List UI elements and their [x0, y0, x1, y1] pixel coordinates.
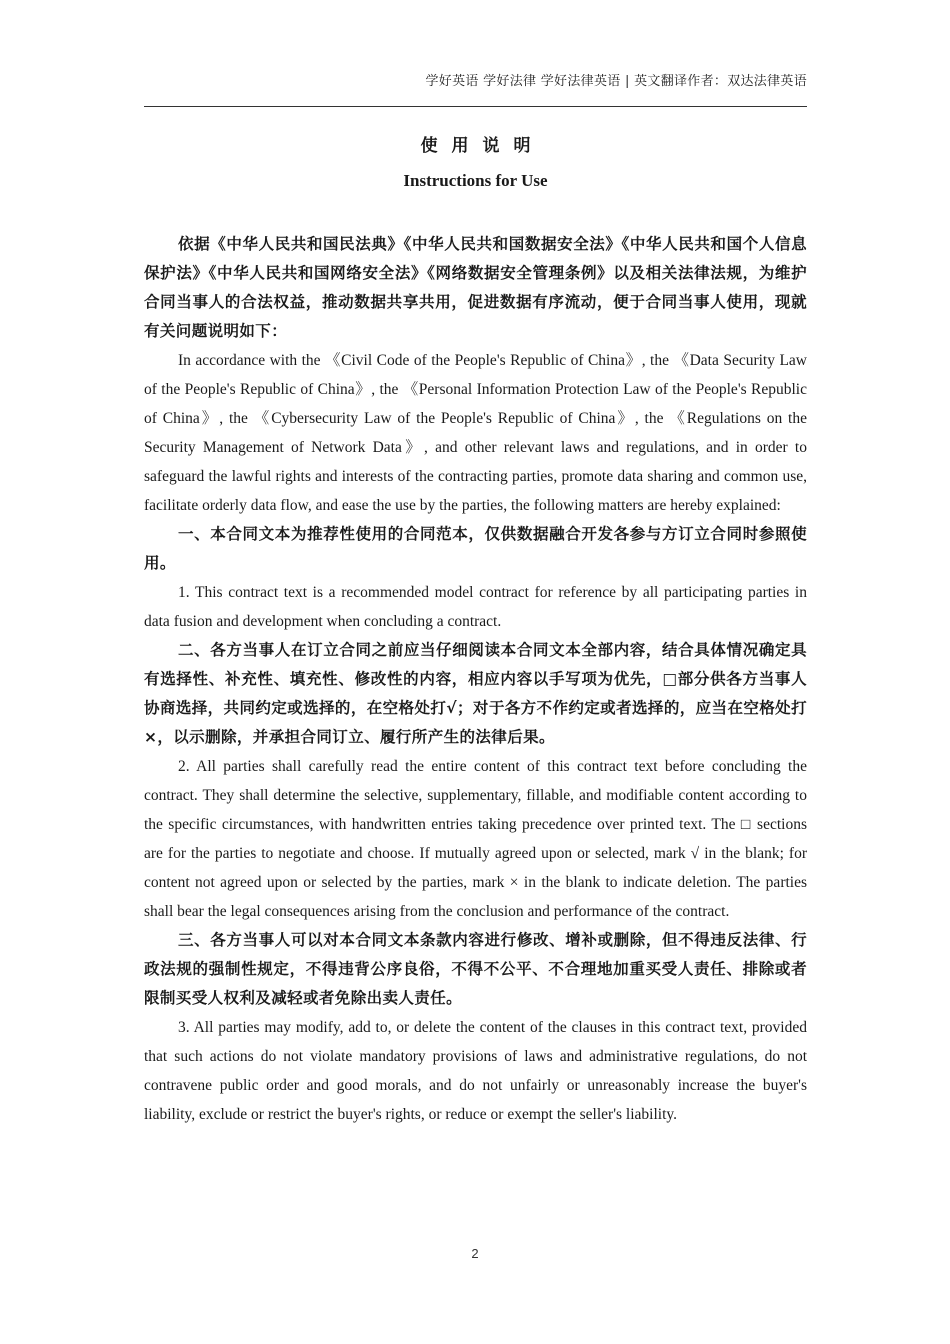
header-divider — [144, 106, 807, 107]
intro-paragraph-cn: 依据《中华人民共和国民法典》《中华人民共和国数据安全法》《中华人民共和国个人信息保护法》《中华人民共和国网络安全法》《网络数据安全管理条例》以及相关法律法规，为维护合同当事人的合法权益，推动数据共享共用，促进数据有序流动，便于合同当事人使用，现就有关问题说明如下： — [144, 235, 807, 340]
item-1-en: 1. This contract text is a recommended model contract for reference by all participating parties in data fusion and development when concluding a contract. — [144, 584, 807, 630]
item-2-cn: 二、各方当事人在订立合同之前应当仔细阅读本合同文本全部内容，结合具体情况确定具有选择性、补充性、填充性、修改性的内容，相应内容以手写项为优先，□部分供各方当事人协商选择，共同约定或选择的，在空格处打√；对于各方不作约定或者选择的，应当在空格处打×，以示删除，并承担合同订立、履行所产生的法律后果。 — [144, 641, 807, 746]
item-2-en: 2. All parties shall carefully read the entire content of this contract text before concluding the contract. They shall determine the selective, supplementary, fillable, and modifiable content according to the specific circumstances, with handwritten entries taking precedence over printed text. The □ sections are for the parties to negotiate and choose. If mutually agreed upon or selected, mark √ in the blank; for content not agreed upon or selected by the parties, mark × in the blank to indicate deletion. The parties shall bear the legal consequences arising from the conclusion and performance of the contract. — [144, 758, 807, 920]
item-1-cn: 一、本合同文本为推荐性使用的合同范本，仅供数据融合开发各参与方订立合同时参照使用。 — [144, 525, 807, 572]
running-header: 学好英语 学好法律 学好法律英语 | 英文翻译作者：双达法律英语 — [425, 74, 807, 89]
item-3-cn: 三、各方当事人可以对本合同文本条款内容进行修改、增补或删除，但不得违反法律、行政法规的强制性规定，不得违背公序良俗，不得不公平、不合理地加重买受人责任、排除或者限制买受人权利及减轻或者免除出卖人责任。 — [144, 931, 807, 1007]
document-body — [144, 230, 807, 1129]
title-chinese: 使用说明 — [420, 136, 545, 156]
item-3-en: 3. All parties may modify, add to, or delete the content of the clauses in this contract text, provided that such actions do not violate mandatory provisions of laws and administrative regulations, do not contravene public order and good morals, and do not unfairly or unreasonably increase the buyer's liability, exclude or restrict the buyer's rights, or reduce or exempt the seller's liability. — [144, 1019, 807, 1123]
page-number: 2 — [471, 1246, 479, 1261]
title-english: Instructions for Use — [403, 171, 548, 190]
intro-paragraph-en: In accordance with the 《Civil Code of the People's Republic of China》, the 《Data Security Law of the People's Republic of China》, the 《Personal Information Protection Law of the People's Republic of China》, the 《Cybersecurity Law of the People's Republic of China》, the 《Regulations on the Security Management of Network Data》, and other relevant laws and regulations, and in order to safeguard the lawful rights and interests of the contracting parties, promote data sharing and common use, facilitate orderly data flow, and ease the use by the parties, the following matters are hereby explained: — [144, 352, 807, 514]
